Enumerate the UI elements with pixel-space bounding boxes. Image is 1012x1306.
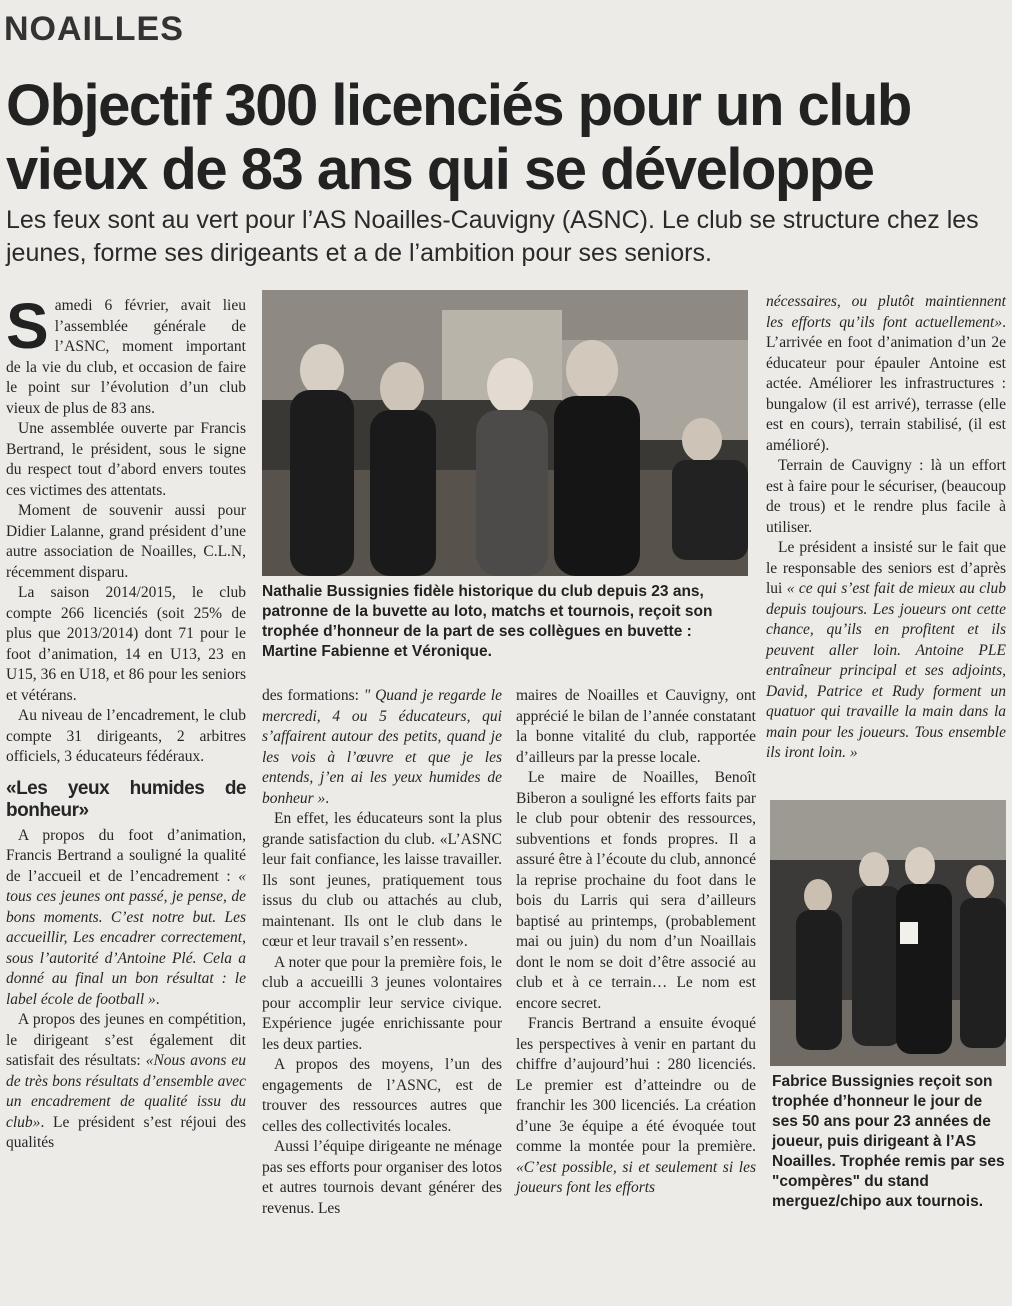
- quote-text: «C’est possible, si et seulement si les joueurs font les efforts: [516, 1158, 756, 1196]
- article-paragraph: Au niveau de l’encadrement, le club compte 31 dirigeants, 2 arbitres officiels, 3 éducateurs fédéraux.: [6, 707, 246, 765]
- article-paragraph: A propos des jeunes en compétition, le dirigeant s’est également dit satisfait des résultats: «Nous avons eu de très bons résultats d’ensemble avec un encadrement de qualité issu du club». Le président s’est réjoui des qualités: [6, 1011, 246, 1151]
- article-paragraph: Aussi l’équipe dirigeante ne ménage pas ses efforts pour organiser des lotos et autres tournois devant générer des revenus. Les: [262, 1138, 502, 1217]
- article-paragraph: Moment de souvenir aussi pour Didier Lalanne, grand président d’une autre association de Noailles, C.L.N, récemment disparu.: [6, 502, 246, 581]
- photo-trophy-fabrice: [770, 800, 1006, 1066]
- photo-caption: Fabrice Bussignies reçoit son trophée d’honneur le jour de ses 50 ans pour 23 années de joueur, puis dirigeant à l’AS Noailles. Trophée remis par ses "compères" du stand merguez/chipo aux tournois.: [772, 1073, 1005, 1210]
- article-paragraph: Terrain de Cauvigny : là un effort est à faire pour le sécuriser, (beaucoup de trous) et le rendre plus facile à utiliser.: [766, 457, 1006, 536]
- article-column-4: [766, 292, 1006, 764]
- article-paragraph: Le président a insisté sur le fait que le responsable des seniors est d’après lui « ce qui s’est fait de mieux au club depuis toujours. Les joueurs ont cette chance, qu’ils en profitent et ils peuvent aller loin. Antoine PLE entraîneur principal et ses adjoints, David, Patrice et Rudy forment un quatuor qui travaille la main dans la main pour les joueurs. Tous ensemble ils iront loin. »: [766, 539, 1006, 761]
- article-paragraph: Une assemblée ouverte par Francis Bertrand, le président, sous le signe du respect tout d’abord envers toutes ces victimes des attentats.: [6, 420, 246, 499]
- photo-caption: Nathalie Bussignies fidèle historique du club depuis 23 ans, patronne de la buvette au loto, matchs et tournois, reçoit son trophée d’honneur de la part de ses collègues en buvette : Martine Fabienne et Véronique.: [262, 583, 713, 660]
- article-paragraph: maires de Noailles et Cauvigny, ont apprécié le bilan de l’année constatant la bonne vitalité du club, rapportée d’ailleurs par la presse locale.: [516, 687, 756, 766]
- article-paragraph: A noter que pour la première fois, le club a accueilli 3 jeunes volontaires pour accomplir leur service civique. Expérience jugée enrichissante pour les deux parties.: [262, 953, 502, 1053]
- quote-text: nécessaires, ou plutôt maintiennent les efforts qu’ils font actuellement»: [766, 293, 1006, 331]
- article-paragraph: En effet, les éducateurs sont la plus grande satisfaction du club. «L’ASNC leur fait confiance, les laisse travailler. Ils sont jeunes, pratiquement tous issus du club ou attachés au club, maintenant. Ils ont le club dans le cœur et leur travail s’en ressent».: [262, 810, 502, 950]
- photo-illustration: [770, 800, 1006, 1066]
- article-paragraph: Samedi 6 février, avait lieu l’assemblée générale de l’ASNC, moment important de la vie du club, et occasion de faire le point sur l’évolution d’un club vieux de plus de 83 ans.: [6, 290, 246, 417]
- quote-text: « tous ces jeunes ont passé, je pense, de bons moments. C’est notre but. Les accueillir, Les encadrer correctement, sous l’autorité d’Antoine Plé. Cela a donné au final un bon résultat : le label école de football »: [6, 867, 246, 1008]
- article-paragraph: des formations: " Quand je regarde le mercredi, 4 ou 5 éducateurs, qui s’affairent autour des petits, quand je les vois à l’œuvre et que je les entends, j’en ai les yeux humides de bonheur ».: [262, 687, 502, 807]
- article-headline: Objectif 300 licenciés pour un club vieux de 83 ans qui se développe: [6, 73, 911, 202]
- article-paragraph: La saison 2014/2015, le club compte 266 licenciés (soit 25% de plus que 2013/2014) dont 71 pour le foot d’animation, 14 en U13, 23 en U15, 36 en U18, et 86 pour les seniors et vétérans.: [6, 584, 246, 704]
- article-standfirst: Les feux sont au vert pour l’AS Noailles-Cauvigny (ASNC). Le club se structure chez les jeunes, forme ses dirigeants et a de l’ambition pour ses seniors.: [6, 206, 979, 267]
- photo-trophy-nathalie: [262, 290, 748, 576]
- quote-text: «Nous avons eu de très bons résultats d’ensemble avec un encadrement de qualité issu du club»: [6, 1052, 246, 1131]
- photo-illustration: [262, 290, 748, 576]
- article-paragraph: A propos des moyens, l’un des engagements de l’ASNC, est de trouver des ressources autres que celles des collectivités locales.: [262, 1056, 502, 1135]
- quote-text: " Quand je regarde le mercredi, 4 ou 5 éducateurs, qui s’affairent autour des petits, quand je les vois à l’œuvre et que je les entends, j’en ai les yeux humides de bonheur »: [262, 687, 502, 807]
- article-paragraph: Le maire de Noailles, Benoît Biberon a souligné les efforts faits par le club pour obtenir des ressources, subventions et fonds propres. Il a assuré être à l’écoute du club, annoncé la reprise prochaine du foot dans le bois du Larris qui sera d’ailleurs baptisé au printemps, (probablement mai ou juin) du nom d’un Noaillais dont le nom se doit d’être associé au club et à ce terrain… Le nom est encore secret.: [516, 769, 756, 1012]
- article-column-2: [262, 686, 502, 1219]
- article-column-3: [516, 686, 756, 1199]
- quote-text: « ce qui s’est fait de mieux au club depuis toujours. Les joueurs ont cette chance, qu’ils en profitent et ils peuvent aller loin. Antoine PLE entraîneur principal et ses adjoints, David, Patrice et Rudy forment un quatuor qui travaille la main dans la main pour les joueurs. Tous ensemble ils iront loin. »: [766, 580, 1006, 761]
- article-paragraph: Francis Bertrand a ensuite évoqué les perspectives à venir en partant du chiffre d’aujourd’hui : 280 licenciés. Le premier est d’atteindre ou de franchir les 300 licenciés. La création d’une 3e équipe a été évoquée tout comme la montée pour la première. «C’est possible, si et seulement si les joueurs font les efforts: [516, 1015, 756, 1196]
- article-paragraph: nécessaires, ou plutôt maintiennent les efforts qu’ils font actuellement». L’arrivée en foot d’animation d’un 2e éducateur pour épauler Antoine est actée. Améliorer les infrastructures : bungalow (il est arrivé), terrasse (elle est en cours), terrain stabilisé, (il est amélioré).: [766, 293, 1006, 454]
- article-column-1: [6, 290, 246, 1154]
- article-subheading: «Les yeux humides de bonheur»: [6, 777, 246, 821]
- article-paragraph: A propos du foot d’animation, Francis Bertrand a souligné la qualité de l’accueil et de l’encadrement : « tous ces jeunes ont passé, je pense, de bons moments. C’est notre but. Les accueillir, Les encadrer correctement, sous l’autorité d’Antoine Plé. Cela a donné au final un bon résultat : le label école de football ».: [6, 826, 246, 1008]
- section-rubric: NOAILLES: [4, 10, 184, 48]
- drop-cap: S: [6, 290, 49, 362]
